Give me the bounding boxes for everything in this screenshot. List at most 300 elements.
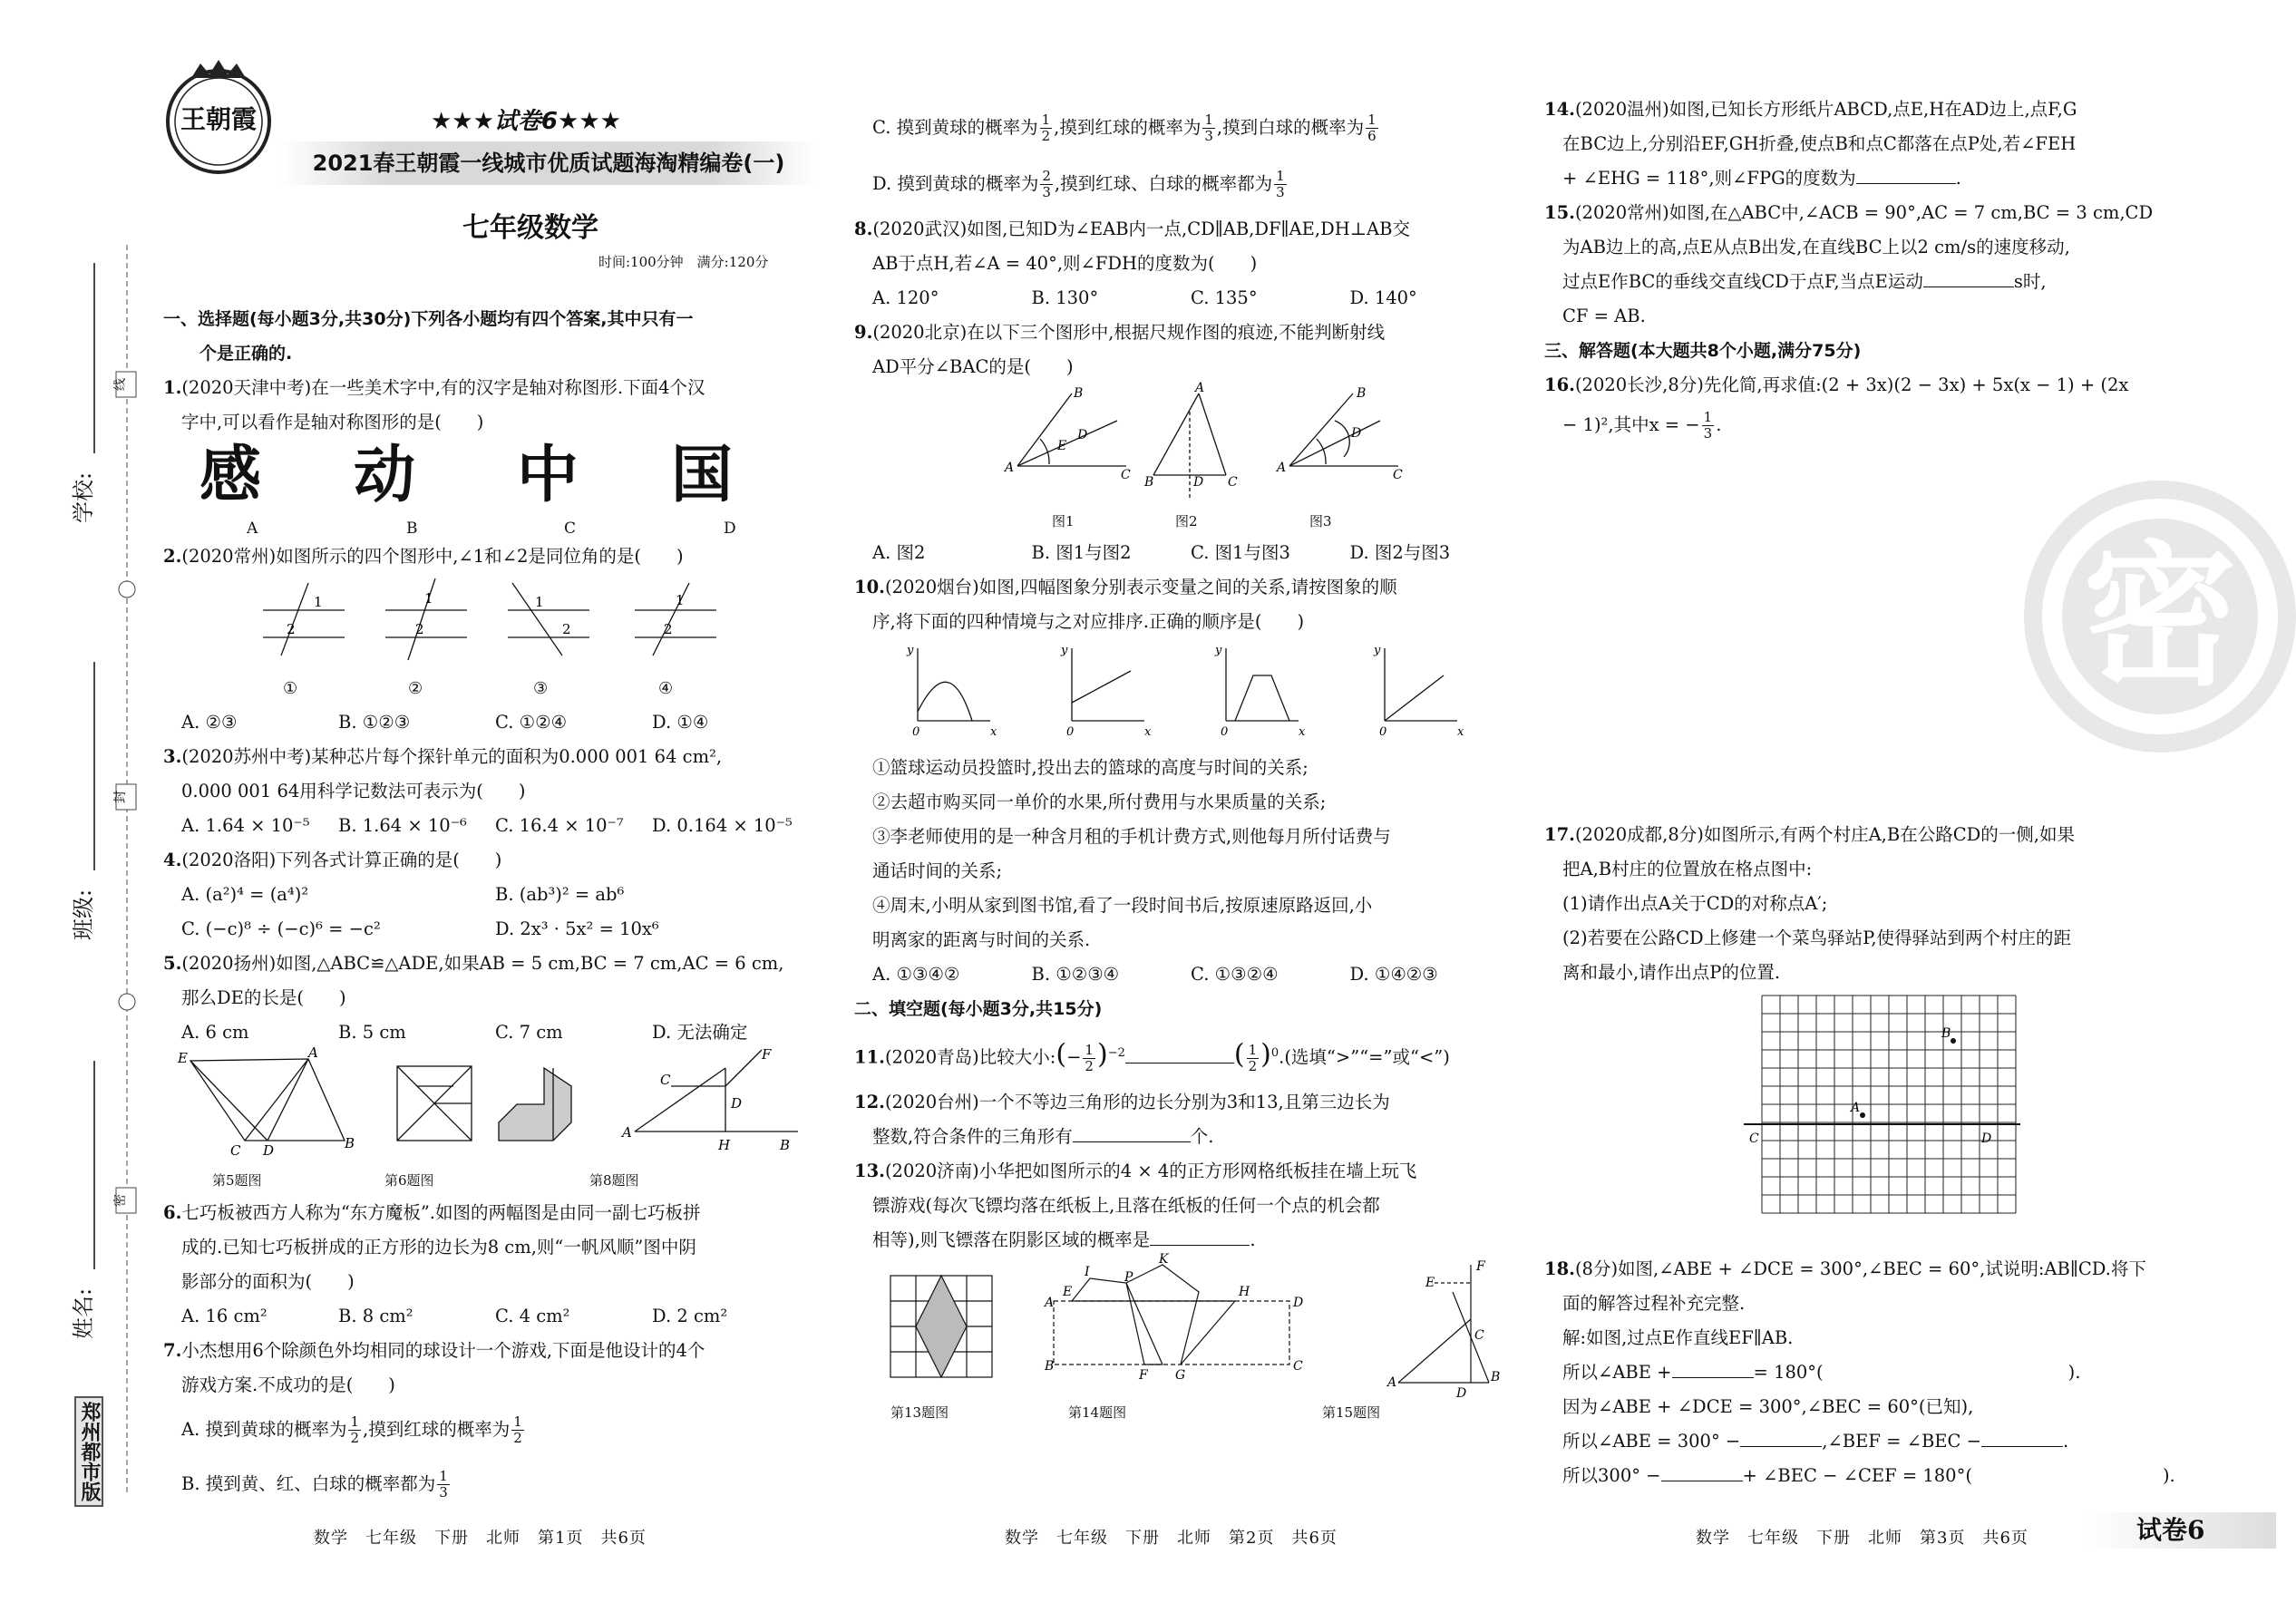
q10-scenario-2: ②去超市购买同一单价的水果,所付费用与水果质量的关系; xyxy=(872,792,1327,812)
q18-text: (8分)如图,∠ABE + ∠DCE = 300°,∠BEC = 60°,试说明:AB∥CD.将下 xyxy=(1574,1258,2146,1279)
q7-number: 7. xyxy=(163,1340,182,1361)
q9-fig-3-caption: 图3 xyxy=(1309,513,1332,529)
brand-logo xyxy=(160,58,277,176)
q1-text: (2020天津中考)在一些美术字中,有的汉字是轴对称图形.下面4个汉 xyxy=(181,377,705,398)
q10-scenario-3: ③李老师使用的是一种含月租的手机计费方式,则他每月所付话费与 xyxy=(872,826,1391,847)
q12-text: (2020台州)一个不等边三角形的边长分别为3和13,且第三边长为 xyxy=(884,1091,1390,1112)
q15-answer-blank[interactable] xyxy=(1923,267,2014,287)
fraction-num: 1 xyxy=(1204,112,1213,128)
svg-text:2: 2 xyxy=(287,621,296,637)
fraction-num: 1 xyxy=(1041,112,1051,128)
fraction xyxy=(1247,1043,1260,1074)
q18-step-1c: ). xyxy=(2067,1362,2081,1383)
q2-angle-1-fig1: 1 xyxy=(314,594,323,610)
fraction-den: 2 xyxy=(1041,128,1051,144)
q5-option-c[interactable]: C. 7 cm xyxy=(495,1022,563,1043)
svg-text:B: B xyxy=(1144,475,1154,490)
fraction-den: 2 xyxy=(1085,1057,1094,1074)
question-1 xyxy=(163,371,809,539)
q8-option-a[interactable]: A. 120° xyxy=(872,287,939,308)
q4-option-c[interactable]: C. (−c)⁸ ÷ (−c)⁶ = −c² xyxy=(181,918,381,939)
q5-option-a[interactable]: A. 6 cm xyxy=(181,1022,249,1043)
q5-number: 5. xyxy=(163,953,182,974)
q15-text: (2020常州)如图,在△ABC中,∠ACB = 90°,AC = 7 cm,BC = 3 cm,CD xyxy=(1574,202,2154,223)
svg-text:x: x xyxy=(1144,725,1152,739)
question-16: 16.(2020长沙,8分)先化简,再求值:(2 + 3x)(2 − 3x) + 5x(x − 1) + (2x − 1)²,其中x = − $\frac{1}{3}$ . xyxy=(1544,374,2129,442)
svg-text:y: y xyxy=(1061,644,1068,657)
svg-text:F: F xyxy=(1139,1367,1148,1383)
svg-text:F: F xyxy=(1476,1258,1485,1274)
svg-text:H: H xyxy=(1239,1284,1250,1299)
q9-option-d[interactable]: D. 图2与图3 xyxy=(1349,542,1451,563)
q9-text: (2020北京)在以下三个图形中,根据尺规作图的痕迹,不能判断射线 xyxy=(872,322,1386,343)
q7-option-c[interactable] xyxy=(854,100,1509,156)
q14-number: 14. xyxy=(1544,99,1575,120)
svg-text:0: 0 xyxy=(1379,725,1387,739)
q15-text-cont: 为AB边上的高,点E从点B出发,在直线BC上以2 cm/s的速度移动, xyxy=(1562,237,2070,257)
svg-text:x: x xyxy=(1299,725,1306,739)
q13-number: 13. xyxy=(854,1160,885,1181)
question-18 xyxy=(1544,1252,2199,1493)
question-5 xyxy=(163,947,809,1190)
svg-text:y: y xyxy=(907,644,914,657)
svg-text:B: B xyxy=(1491,1369,1501,1384)
q6-text-cont: 成的.已知七巧板拼成的正方形的边长为8 cm,则“一帆风顺”图中阴 xyxy=(181,1237,696,1258)
title-banner xyxy=(281,141,816,185)
q10-option-c[interactable]: C. ①③②④ xyxy=(1191,964,1279,985)
section-1-heading-cont: 个是正确的. xyxy=(199,344,293,364)
paren-close: ) xyxy=(1260,1038,1271,1071)
q16-number: 16. xyxy=(1544,374,1575,395)
q4-text: (2020洛阳)下列各式计算正确的是( ) xyxy=(181,850,502,870)
q9-fig-1-caption: 图1 xyxy=(1052,513,1075,529)
svg-text:E: E xyxy=(178,1050,188,1066)
q4-number: 4. xyxy=(163,850,182,870)
fraction-den: 2 xyxy=(350,1430,360,1446)
column-3 xyxy=(1544,92,2199,1493)
q1-label-a: A xyxy=(247,520,258,538)
q4-option-d[interactable]: D. 2x³ · 5x² = 10x⁶ xyxy=(495,918,659,939)
fraction-num: 1 xyxy=(1276,168,1285,184)
svg-text:C: C xyxy=(1393,468,1403,482)
q3-text-cont: 0.000 001 64用科学记数法可表示为( ) xyxy=(181,781,526,801)
q18-step-1b: = 180°( xyxy=(1753,1362,1824,1383)
q18-blank-4[interactable] xyxy=(1661,1462,1743,1481)
q2-option-c[interactable]: C. ①②④ xyxy=(495,712,568,733)
svg-text:2: 2 xyxy=(562,621,571,637)
paper-series: ★★★试卷6★★★ xyxy=(431,108,621,135)
q4-option-a[interactable]: A. (a²)⁴ = (a⁴)² xyxy=(181,884,309,905)
fraction-den: 3 xyxy=(1042,184,1051,200)
svg-text:x: x xyxy=(990,725,997,739)
q10-text: (2020烟台)如图,四幅图象分别表示变量之间的关系,请按图象的顺 xyxy=(884,577,1397,597)
q18-step-1: 所以∠ABE + xyxy=(1562,1362,1672,1383)
q10-number: 10. xyxy=(854,577,885,597)
fraction-den: 3 xyxy=(1204,128,1213,144)
svg-text:P: P xyxy=(1124,1269,1133,1285)
fraction xyxy=(1083,1043,1095,1074)
name-label: 姓名: xyxy=(71,1287,97,1340)
svg-text:D: D xyxy=(731,1095,743,1112)
q5-option-d[interactable]: D. 无法确定 xyxy=(652,1022,748,1043)
q3-option-b[interactable]: B. 1.64 × 10⁻⁶ xyxy=(338,815,467,836)
fraction xyxy=(1202,112,1215,144)
fraction-den: 2 xyxy=(1248,1057,1258,1074)
q1-label-d: D xyxy=(724,520,736,538)
question-4 xyxy=(163,843,809,947)
svg-text:G: G xyxy=(1175,1367,1186,1383)
q8-text-cont: AB于点H,若∠A = 40°,则∠FDH的度数为( ) xyxy=(872,253,1258,274)
fraction-den: 2 xyxy=(513,1430,522,1446)
q12-text-end: 个. xyxy=(1190,1125,1214,1147)
svg-text:1: 1 xyxy=(424,590,433,607)
svg-text:C: C xyxy=(1293,1358,1303,1374)
svg-text:A: A xyxy=(1387,1374,1397,1390)
fraction-num: 1 xyxy=(1367,112,1377,128)
q10-scenario-4: ④周末,小明从家到图书馆,看了一段时间书后,按原速原路返回,小 xyxy=(872,895,1373,916)
fraction-num: 1 xyxy=(1703,409,1713,425)
q3-option-a[interactable]: A. 1.64 × 10⁻⁵ xyxy=(181,815,310,836)
q9-figures xyxy=(854,381,1489,500)
q10-scenario-4-cont: 明离家的距离与时间的关系. xyxy=(872,929,1091,950)
question-2 xyxy=(163,539,809,740)
brand-logo-text: 王朝霞 xyxy=(180,104,257,134)
q18-text-cont: 面的解答过程补充完整. xyxy=(1562,1293,1746,1314)
fraction-num: 1 xyxy=(1248,1041,1258,1058)
q12-number: 12. xyxy=(854,1091,885,1112)
svg-text:B: B xyxy=(1357,386,1367,401)
footer-page-1: 数学 七年级 下册 北师 第1页 共6页 xyxy=(314,1529,647,1548)
svg-text:1: 1 xyxy=(676,592,685,608)
paper-tag-bar xyxy=(2086,1512,2276,1549)
svg-text:y: y xyxy=(1374,644,1381,657)
q5-q6-q8-figures xyxy=(163,1044,798,1159)
q2-fig-label-2: ② xyxy=(408,679,423,698)
q7-option-b[interactable] xyxy=(163,1457,809,1511)
svg-text:D: D xyxy=(1293,1295,1304,1310)
svg-text:A: A xyxy=(622,1124,632,1141)
q10-text-cont: 序,将下面的四种情境与之对应排序.正确的顺序是( ) xyxy=(872,611,1305,632)
q14-text-cont-2: + ∠EHG = 118°,则∠FPG的度数为 xyxy=(1562,168,1856,189)
q8-caption: 第8题图 xyxy=(589,1172,639,1189)
footer-page-2: 数学 七年级 下册 北师 第2页 共6页 xyxy=(1005,1529,1338,1548)
fraction-den: 3 xyxy=(439,1484,448,1501)
q18-step-3: 所以∠ABE = 300° − xyxy=(1562,1431,1741,1452)
svg-text:0: 0 xyxy=(1066,725,1075,739)
school-label: 学校: xyxy=(71,471,97,524)
q17-part-2-cont: 离和最小,请作出点P的位置. xyxy=(1562,962,1781,983)
q1-number: 1. xyxy=(163,377,182,398)
q4-option-b[interactable]: B. (ab³)² = ab⁶ xyxy=(495,884,625,905)
watermark-seal xyxy=(2024,481,2296,753)
q7-option-d[interactable] xyxy=(854,156,1509,212)
question-11: 11.(2020青岛)比较大小:(− $\frac{1}{2}$ )$^{-2}$ ( $\frac{1}{2}$ )$^0$.(选填“>”“=”或“<”) xyxy=(854,1038,1450,1074)
svg-text:I: I xyxy=(1085,1264,1090,1279)
q8-option-b[interactable]: B. 130° xyxy=(1031,287,1099,308)
q1-label-c: C xyxy=(564,520,577,538)
q17-grid-figure xyxy=(1544,996,2197,1231)
q14-text: (2020温州)如图,已知长方形纸片ABCD,点E,H在AD边上,点F,G xyxy=(1574,99,2077,120)
q18-step-4c: ). xyxy=(2162,1465,2175,1486)
question-9 xyxy=(854,316,1509,570)
q7-text: 小杰想用6个除颜色外均相同的球设计一个游戏,下面是他设计的4个 xyxy=(181,1340,705,1361)
q18-step-2: 因为∠ABE + ∠DCE = 300°,∠BEC = 60°(已知), xyxy=(1562,1396,1974,1417)
seal-line-mark: 线 xyxy=(113,378,128,391)
svg-text:B: B xyxy=(1074,386,1084,401)
q6-option-d[interactable]: D. 2 cm² xyxy=(652,1306,728,1326)
q18-step-3c: . xyxy=(2062,1431,2069,1452)
question-14: 14.(2020温州)如图,已知长方形纸片ABCD,点E,H在AD边上,点F,G 在BC边上,分别沿EF,GH折叠,使点B和点C都落在点P处,若∠FEH + ∠EHG = 118°,则∠FPG的度数为 . xyxy=(1544,92,2199,196)
question-3 xyxy=(163,740,809,843)
paren-open: ( xyxy=(1056,1038,1067,1071)
q6-caption: 第6题图 xyxy=(384,1172,434,1189)
q18-step-4b: + ∠BEC − ∠CEF = 180°( xyxy=(1742,1465,1972,1486)
q16-text: (2020长沙,8分)先化简,再求值:(2 + 3x)(2 − 3x) + 5x(x − 1) + (2x xyxy=(1574,374,2129,395)
q15-unit: s时, xyxy=(2013,271,2047,292)
watermark-seal-char: 密 xyxy=(2042,499,2278,734)
q7-option-a-text: A. 摸到黄球的概率为 xyxy=(181,1419,347,1440)
q18-number: 18. xyxy=(1544,1258,1575,1279)
svg-text:D: D xyxy=(1456,1385,1467,1401)
q7-text-cont: 游戏方案.不成功的是( ) xyxy=(181,1374,395,1395)
q10-scenario-1: ①篮球运动员投篮时,投出去的篮球的高度与时间的关系; xyxy=(872,757,1309,778)
fraction-num: 1 xyxy=(513,1413,522,1430)
char-gan: 感 xyxy=(199,440,262,511)
q3-text: (2020苏州中考)某种芯片每个探针单元的面积为0.000 001 64 cm², xyxy=(181,746,723,767)
svg-text:E: E xyxy=(1063,1284,1073,1299)
char-zhong: 中 xyxy=(517,440,579,511)
svg-text:D: D xyxy=(263,1142,275,1159)
svg-text:A: A xyxy=(1045,1295,1055,1310)
svg-text:A: A xyxy=(308,1044,318,1061)
svg-text:C: C xyxy=(1228,475,1238,490)
paren-open: ( xyxy=(1233,1038,1245,1071)
q7-option-c-text: C. 摸到黄球的概率为 xyxy=(872,117,1038,138)
q13-text-cont: 镖游戏(每次飞镖均落在纸板上,且落在纸板的任何一个点的机会都 xyxy=(872,1194,1380,1216)
svg-text:0: 0 xyxy=(912,725,920,739)
q5-caption: 第5题图 xyxy=(212,1172,262,1189)
q6-option-a[interactable]: A. 16 cm² xyxy=(181,1306,268,1326)
q8-text: (2020武汉)如图,已知D为∠EAB内一点,CD∥AB,DF∥AE,DH⊥AB交 xyxy=(872,219,1410,239)
fraction-num: 1 xyxy=(439,1468,448,1484)
q13-text-cont-2: 相等),则飞镖落在阴影区域的概率是 xyxy=(872,1229,1151,1250)
q7-option-d-text-2: ,摸到红球、白球的概率都为 xyxy=(1054,173,1273,194)
fraction xyxy=(1702,410,1715,442)
q18-blank-1[interactable] xyxy=(1672,1358,1754,1378)
q7-option-a-text-2: ,摸到红球的概率为 xyxy=(363,1419,511,1440)
q15-text-cont-2: 过点E作BC的垂线交直线CD于点F,当点E运动 xyxy=(1562,271,1923,292)
q2-option-a[interactable]: A. ②③ xyxy=(181,712,238,733)
q14-text-cont: 在BC边上,分别沿EF,GH折叠,使点B和点C都落在点P处,若∠FEH xyxy=(1562,133,2077,154)
q6-text-cont-2: 影部分的面积为( ) xyxy=(181,1271,355,1292)
q12-text-cont: 整数,符合条件的三角形有 xyxy=(872,1125,1073,1147)
q17-number: 17. xyxy=(1544,824,1575,845)
fraction-den: 6 xyxy=(1367,128,1377,144)
q3-option-c[interactable]: C. 16.4 × 10⁻⁷ xyxy=(495,815,624,836)
fraction-num: 2 xyxy=(1042,168,1051,184)
svg-text:B: B xyxy=(1045,1358,1055,1374)
q8-option-d[interactable]: D. 140° xyxy=(1349,287,1417,308)
question-12 xyxy=(854,1085,1509,1154)
fraction-half xyxy=(511,1414,524,1446)
binding-sidebar xyxy=(36,245,145,1569)
svg-text:D: D xyxy=(1981,1132,1992,1146)
svg-text:D: D xyxy=(1077,428,1088,442)
q9-option-a[interactable]: A. 图2 xyxy=(872,542,926,563)
q7-option-d-text: D. 摸到黄球的概率为 xyxy=(872,173,1039,194)
q7-option-c-text-3: ,摸到白球的概率为 xyxy=(1216,117,1365,138)
paren-close: ) xyxy=(1096,1038,1108,1071)
question-13: 13.(2020济南)小华把如图所示的4 × 4的正方形网格纸板挂在墙上玩飞 镖游戏(每次飞镖均落在纸板上,且落在纸板的任何一个点的机会都 相等),则飞镖落在阴影区域的概率是 . A B D C E H F G I P K A D B C F E 第13题图 第14题图 第15题图 xyxy=(854,1154,1509,1422)
q2-text: (2020常州)如图所示的四个图形中,∠1和∠2是同位角的是( ) xyxy=(181,546,684,567)
exam-title: 2021春王朝霞一线城市优质试题海淘精编卷(一) xyxy=(312,151,785,176)
edition-badge: 郑州都市版 xyxy=(74,1396,103,1507)
q6-option-b[interactable]: B. 8 cm² xyxy=(338,1306,413,1326)
question-6 xyxy=(163,1196,809,1334)
q17-part-2: (2)若要在公路CD上修建一个菜鸟驿站P,使得驿站到两个村庄的距 xyxy=(1562,928,2072,948)
section-3-heading: 三、解答题(本大题共8个小题,满分75分) xyxy=(1544,341,1862,361)
q15-caption: 第15题图 xyxy=(1322,1403,1381,1421)
q15-number: 15. xyxy=(1544,202,1575,223)
q6-text: 七巧板被西方人称为“东方魔板”.如图的两幅图是由同一副七巧板拼 xyxy=(181,1202,701,1223)
svg-text:B: B xyxy=(1941,1026,1951,1041)
svg-text:B: B xyxy=(780,1137,791,1153)
svg-text:C: C xyxy=(1474,1327,1484,1343)
q10-option-a[interactable]: A. ①③④② xyxy=(872,964,960,985)
fraction-num: 1 xyxy=(1085,1041,1094,1058)
svg-text:B: B xyxy=(345,1135,355,1151)
section-2-heading: 二、填空题(每小题3分,共15分) xyxy=(854,999,1103,1019)
q13-answer-blank[interactable] xyxy=(1150,1226,1250,1246)
svg-text:K: K xyxy=(1159,1251,1169,1267)
question-17 xyxy=(1544,818,2199,1243)
q6-number: 6. xyxy=(163,1202,182,1223)
svg-text:C: C xyxy=(660,1072,671,1088)
column-1 xyxy=(163,302,809,1511)
svg-text:2: 2 xyxy=(664,621,673,637)
svg-text:0: 0 xyxy=(1221,725,1229,739)
svg-text:F: F xyxy=(762,1046,772,1063)
q12-answer-blank[interactable] xyxy=(1073,1122,1191,1142)
q7-option-c-text-2: ,摸到红球的概率为 xyxy=(1054,117,1202,138)
svg-text:1: 1 xyxy=(535,594,544,610)
paper-tag: 试卷6 xyxy=(2136,1515,2205,1545)
seal-seal-mark: 封 xyxy=(113,791,128,803)
svg-text:2: 2 xyxy=(415,621,424,637)
question-7 xyxy=(163,1334,809,1511)
q2-fig-label-3: ③ xyxy=(533,679,549,698)
q2-option-b[interactable]: B. ①②③ xyxy=(338,712,411,733)
svg-text:D: D xyxy=(1193,475,1204,490)
q10-graphs xyxy=(854,639,1489,739)
q8-option-c[interactable]: C. 135° xyxy=(1191,287,1258,308)
q18-solution-intro: 解:如图,过点E作直线EF∥AB. xyxy=(1562,1327,1794,1348)
q2-number: 2. xyxy=(163,546,182,567)
subject-title: 七年级数学 xyxy=(462,212,598,244)
q11-text: (2020青岛)比较大小: xyxy=(884,1046,1056,1068)
section-1-heading: 一、选择题(每小题3分,共30分)下列各小题均有四个答案,其中只有一 xyxy=(163,309,694,329)
q13-caption: 第13题图 xyxy=(890,1403,949,1421)
footer-page-3: 数学 七年级 下册 北师 第3页 共6页 xyxy=(1696,1529,2028,1548)
fraction xyxy=(1274,169,1287,200)
q11-hint: (选填“>”“=”或“<”) xyxy=(1284,1046,1450,1068)
fraction-num: 1 xyxy=(350,1413,360,1430)
q9-number: 9. xyxy=(854,322,873,343)
svg-text:D: D xyxy=(1351,426,1362,441)
svg-text:y: y xyxy=(1215,644,1222,657)
question-10 xyxy=(854,570,1509,992)
q5-text: (2020扬州)如图,△ABC≌△ADE,如果AB = 5 cm,BC = 7 cm,AC = 6 cm, xyxy=(181,953,784,974)
q18-blank-2[interactable] xyxy=(1740,1427,1822,1447)
q10-scenario-3-cont: 通话时间的关系; xyxy=(872,860,1003,881)
svg-text:A: A xyxy=(1195,381,1205,395)
column-2 xyxy=(854,100,1509,1422)
q13-text: (2020济南)小华把如图所示的4 × 4的正方形网格纸板挂在墙上玩飞 xyxy=(884,1160,1417,1181)
q6-option-c[interactable]: C. 4 cm² xyxy=(495,1306,570,1326)
q10-option-b[interactable]: B. ①②③④ xyxy=(1031,964,1120,985)
svg-text:C: C xyxy=(1121,468,1131,482)
q14-caption: 第14题图 xyxy=(1068,1403,1127,1421)
question-15 xyxy=(1544,196,2199,334)
fraction-den: 3 xyxy=(1276,184,1285,200)
char-dong: 动 xyxy=(354,440,416,511)
svg-text:E: E xyxy=(1057,439,1067,453)
q7-option-b-text: B. 摸到黄、红、白球的概率都为 xyxy=(181,1473,436,1494)
svg-text:A: A xyxy=(1277,461,1287,475)
q2-option-d[interactable]: D. ①④ xyxy=(652,712,709,733)
q18-blank-3[interactable] xyxy=(1981,1427,2063,1447)
svg-text:A: A xyxy=(1005,461,1015,475)
q2-fig-label-4: ④ xyxy=(658,679,674,698)
q9-option-b[interactable]: B. 图1与图2 xyxy=(1031,542,1132,563)
q14-answer-blank[interactable] xyxy=(1856,164,1956,184)
q9-option-c[interactable]: C. 图1与图3 xyxy=(1191,542,1290,563)
q2-fig-label-1: ① xyxy=(283,679,298,698)
fraction-third xyxy=(437,1469,450,1501)
q10-option-d[interactable]: D. ①④②③ xyxy=(1349,964,1438,985)
fraction-half xyxy=(348,1414,361,1446)
q7-option-a[interactable] xyxy=(163,1403,809,1457)
q11-answer-blank[interactable] xyxy=(1125,1044,1234,1064)
class-label: 班级: xyxy=(71,889,97,941)
fraction xyxy=(1040,112,1053,144)
q17-text-cont: 把A,B村庄的位置放在格点图中: xyxy=(1562,859,1813,879)
q5-option-b[interactable]: B. 5 cm xyxy=(338,1022,406,1043)
q1-label-b: B xyxy=(406,520,418,538)
svg-text:C: C xyxy=(230,1142,241,1159)
svg-text:x: x xyxy=(1457,725,1464,739)
q1-text-cont: 字中,可以看作是轴对称图形的是( ) xyxy=(181,412,484,432)
fraction xyxy=(1040,169,1053,200)
svg-text:A: A xyxy=(1851,1101,1861,1115)
svg-text:H: H xyxy=(718,1137,731,1153)
time-info: 时间:100分钟 满分:120分 xyxy=(598,254,769,270)
q3-number: 3. xyxy=(163,746,182,767)
q18-step-3b: ,∠BEF = ∠BEC − xyxy=(1822,1431,1981,1452)
question-8 xyxy=(854,212,1509,316)
q17-part-1: (1)请作出点A关于CD的对称点A′; xyxy=(1562,893,1828,914)
q8-number: 8. xyxy=(854,219,873,239)
q3-option-d[interactable]: D. 0.164 × 10⁻⁵ xyxy=(652,815,793,836)
q17-text: (2020成都,8分)如图所示,有两个村庄A,B在公路CD的一侧,如果 xyxy=(1574,824,2075,845)
fraction-den: 3 xyxy=(1703,425,1713,442)
q18-step-4: 所以300° − xyxy=(1562,1465,1661,1486)
svg-text:E: E xyxy=(1425,1275,1435,1290)
seal-secret-mark: 密 xyxy=(113,1194,128,1207)
q15-text-end: CF = AB. xyxy=(1562,306,1646,326)
fraction xyxy=(1366,112,1378,144)
q11-number: 11. xyxy=(854,1046,885,1068)
